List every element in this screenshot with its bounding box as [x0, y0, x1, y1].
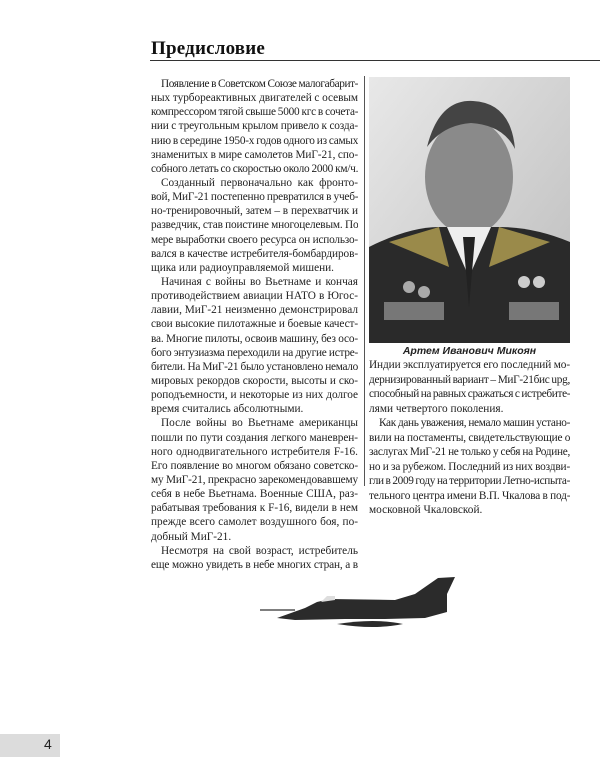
text-line: Его появление во многом обязано советско-	[151, 459, 358, 472]
text-line: вался в качестве истребителя-бомбардиров-	[151, 247, 358, 260]
text-line: прежде всего самолет воздушного боя, по-	[151, 516, 358, 529]
text-line: добный МиГ-21.	[151, 530, 232, 543]
text-line: но и за рубежом. Последний из них воздви-	[369, 460, 570, 473]
text-line: нии с треугольным крылом привело к созда-	[151, 120, 358, 133]
text-line: дернизированный вариант – МиГ-21бис upg,	[369, 373, 570, 386]
page-title: Предисловие	[151, 38, 266, 59]
text-line: бители. На МиГ-21 было установлено немало	[151, 360, 358, 373]
text-line: нию в середине 1950-х годов одного из самых	[151, 134, 358, 147]
text-line: собного летать со скоростью около 2000 км/ч.	[151, 162, 358, 175]
text-line: Начиная с войны во Вьетнаме и кончая	[161, 275, 358, 288]
portrait-photo	[369, 77, 570, 343]
text-line: но-тренировочный, затем – в перехватчик и	[151, 205, 358, 218]
text-line: вили на постаменты, свидетельствующие о	[369, 431, 570, 444]
text-line: Как дань уважения, немало машин устано-	[379, 417, 570, 429]
mig21-silhouette	[255, 572, 470, 637]
text-line: способный на равных сражаться с истребите-	[369, 388, 570, 400]
title-rule	[150, 60, 600, 61]
text-line: Индии эксплуатируется его последний мо-	[369, 359, 570, 371]
text-line: себя в небе Вьетнама. Военные США, раз-	[151, 488, 358, 501]
text-line: ва. Многие пилоты, освоив машину, без осо-	[151, 332, 358, 345]
text-line: вой, МиГ-21 постепенно превратился в учеб-	[151, 191, 358, 204]
text-line: лавии, МиГ-21 неизменно демонстрировал	[151, 304, 358, 317]
text-line: тельного центра имени В.П. Чкалова в под-	[369, 489, 570, 502]
right-text-column	[369, 358, 570, 518]
text-line: свои высокие пилотажные и боевые качест-	[151, 318, 358, 331]
page-number: 4	[44, 736, 52, 752]
text-line: После войны во Вьетнаме американцы	[161, 417, 358, 430]
left-text-column	[151, 77, 358, 572]
text-line: бого энтузиазма переходили на другие истре-	[151, 346, 358, 359]
text-line: противодействием авиации НАТО в Югос-	[151, 290, 358, 303]
text-line: ного однодвигательного истребителя F-16.	[151, 445, 358, 458]
text-line: ных турбореактивных двигателей с осевым	[151, 92, 358, 105]
text-line: еще можно увидеть в небе многих стран, а в	[151, 558, 358, 571]
text-line: компрессором тягой свыше 5000 кгс в сочета-	[151, 106, 358, 119]
text-line: московной Чкаловской.	[369, 504, 483, 516]
text-line: время считались абсолютными.	[151, 403, 304, 416]
text-line: роподъемности, и некоторые из них долгое	[151, 389, 358, 402]
text-line: гли в 2009 году на территории Летно-испыта-	[369, 475, 570, 487]
photo-caption: Артем Иванович Микоян	[402, 345, 537, 357]
text-line: рабатывая требования к F-16, видели в нем	[151, 502, 358, 515]
text-line: Созданный первоначально как фронто-	[161, 176, 358, 189]
text-line: разведчик, став поистине многоцелевым. По	[151, 219, 358, 232]
text-line: му МиГ-21, прекрасно зарекомендовавшему	[151, 473, 358, 486]
text-line: мировых рекордов скорости, высоты и ско-	[151, 374, 358, 387]
text-line: Несмотря на свой возраст, истребитель	[161, 544, 358, 557]
text-line: знаменитых в мире самолетов МиГ-21, спо-	[151, 148, 358, 161]
text-line: Появление в Советском Союзе малогабарит-	[161, 78, 358, 90]
text-line: лями четвертого поколения.	[369, 402, 504, 415]
text-line: щика или радиоуправляемой мишени.	[151, 261, 335, 274]
text-line: пошли по пути создания легкого маневрен-	[151, 431, 358, 444]
text-line: заслугах МиГ-21 не только у себя на Родине,	[369, 446, 570, 458]
text-line: мере выработки своего ресурса он использо-	[151, 233, 358, 246]
column-divider	[364, 76, 365, 486]
